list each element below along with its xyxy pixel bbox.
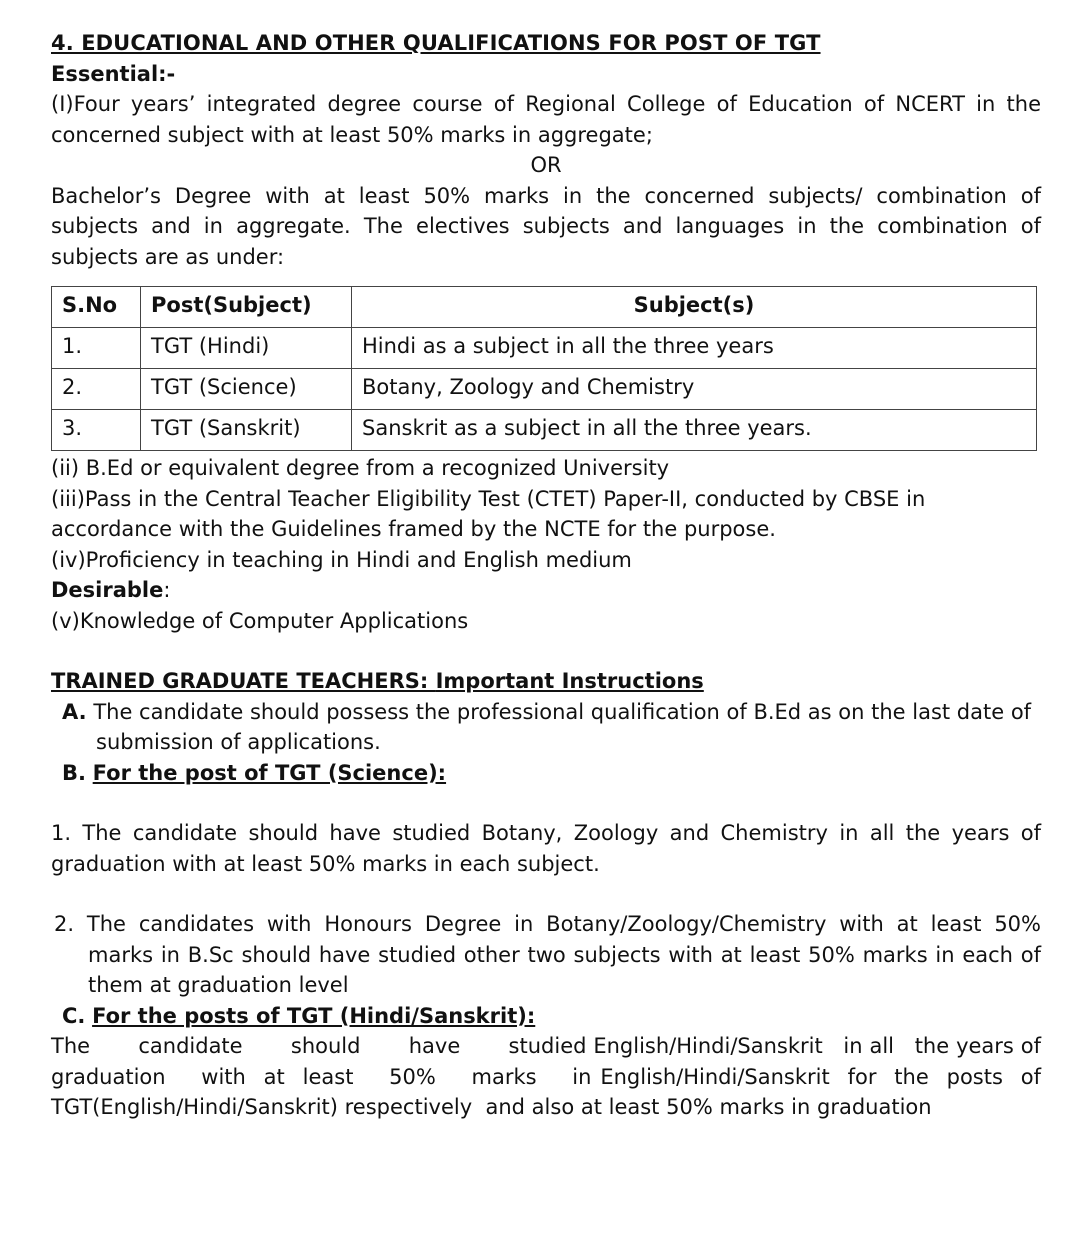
desirable-colon: : [163,578,171,602]
cell-subjects: Sanskrit as a subject in all the three years. [352,410,1037,451]
cell-sno: 2. [52,369,141,410]
header-sno: S.No [52,287,141,328]
document-page [51,28,1048,1123]
instruction-b-point-2: 2. The candidates with Honours Degree in Botany/Zoology/Chemistry with at least 50% marks in B.Sc should have studied other two subjects with at least 50% marks in each of them at graduation level [54,912,1041,997]
item-iii: (iii)Pass in the Central Teacher Eligibility Test (CTET) Paper-II, conducted by CBSE in accordance with the Guidelines framed by the NCTE for the purpose. [51,486,926,541]
header-subjects: Subject(s) [352,287,1037,328]
instruction-c-heading: For the posts of TGT (Hindi/Sanskrit): [92,1003,536,1028]
instructions-title-part1: TRAINED GRADUATE TEACHERS: [51,669,436,693]
instructions-title [51,666,1041,697]
cell-sno: 1. [52,328,141,369]
cell-sno: 3. [52,410,141,451]
bachelors-paragraph: Bachelor’s Degree with at least 50% marks in the concerned subjects/ combination of subjects and in aggregate. The electives subjects and languages in the combination of subjects are as under: [51,183,1041,269]
table-row [52,410,1037,451]
desirable-label: Desirable [51,578,164,602]
header-post: Post(Subject) [141,287,352,328]
item-ii: (ii) B.Ed or equivalent degree from a recognized University [51,456,670,480]
subjects-table [51,286,1037,451]
cell-subjects: Botany, Zoology and Chemistry [352,369,1037,410]
or-separator: OR [530,153,562,177]
section-title: 4. EDUCATIONAL AND OTHER QUALIFICATIONS FOR POST OF TGT [51,31,821,55]
cell-post: TGT (Sanskrit) [141,410,352,451]
instruction-c-marker: C. [62,1003,86,1028]
table-row [52,328,1037,369]
instruction-c-text: The candidate should have studied English/Hindi/Sanskrit in all the years of graduation with at least 50% marks in English/Hindi/Sanskrit for the posts of TGT(English/Hindi/Sanskrit) respectively and also at least 50% marks in graduation [51,1034,1048,1119]
cell-post: TGT (Hindi) [141,328,352,369]
table-row [52,369,1037,410]
cell-post: TGT (Science) [141,369,352,410]
item-v: (v)Knowledge of Computer Applications [51,608,469,633]
instruction-b-point-1: 1. The candidate should have studied Botany, Zoology and Chemistry in all the years of graduation with at least 50% marks in each subject. [51,821,1041,876]
instruction-a [51,697,1041,758]
instructions-title-part2: Important Instructions [435,669,704,693]
instruction-a-text: The candidate should possess the professional qualification of B.Ed as on the last date of submission of applications. [93,699,1032,754]
instruction-a-marker: A. [62,699,87,724]
essential-item-i: (I)Four years’ integrated degree course of Regional College of Education of NCERT in the concerned subject with at least 50% marks in aggregate; [51,92,1041,147]
essential-label: Essential:- [51,61,176,86]
item-iv: (iv)Proficiency in teaching in Hindi and English medium [51,547,632,572]
instruction-b-heading: For the post of TGT (Science): [92,760,447,785]
instruction-b-marker: B. [62,760,86,785]
desirable-heading [51,575,1041,606]
table-header-row [52,287,1037,328]
instruction-b [51,758,1041,789]
instruction-c [51,1001,1041,1032]
cell-subjects: Hindi as a subject in all the three years [352,328,1037,369]
